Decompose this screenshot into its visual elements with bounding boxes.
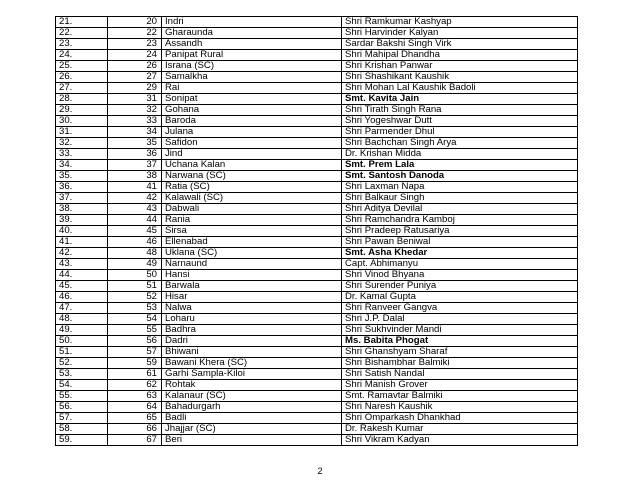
candidate-name-cell: Shri Bishambhar Balmiki [342,358,578,369]
constituency-number-cell: 59 [108,358,162,369]
serial-number-cell: 58. [56,424,108,435]
table-row [56,127,578,138]
table-row [56,292,578,303]
page-number: 2 [317,466,323,476]
constituency-number-cell: 50 [108,270,162,281]
candidate-name-cell: Shri Omparkash Dhankhad [342,413,578,424]
candidate-name-cell: Shri Vikram Kadyan [342,435,578,446]
constituency-name-cell: Badli [162,413,342,424]
constituency-name-cell: Kalawali (SC) [162,193,342,204]
constituency-number-cell: 27 [108,72,162,83]
constituency-name-cell: Gohana [162,105,342,116]
candidate-name-cell: Shri Ranveer Gangva [342,303,578,314]
serial-number-cell: 57. [56,413,108,424]
constituency-number-cell: 41 [108,182,162,193]
constituency-name-cell: Bhiwani [162,347,342,358]
serial-number-cell: 27. [56,83,108,94]
constituency-number-cell: 44 [108,215,162,226]
constituency-number-cell: 26 [108,61,162,72]
table-row [56,61,578,72]
serial-number-cell: 35. [56,171,108,182]
serial-number-cell: 23. [56,39,108,50]
candidate-name-cell: Shri Satish Nandal [342,369,578,380]
constituency-number-cell: 31 [108,94,162,105]
serial-number-cell: 48. [56,314,108,325]
candidate-name-cell: Shri Laxman Napa [342,182,578,193]
constituency-name-cell: Hansi [162,270,342,281]
serial-number-cell: 37. [56,193,108,204]
serial-number-cell: 34. [56,160,108,171]
constituency-number-cell: 56 [108,336,162,347]
constituency-name-cell: Israna (SC) [162,61,342,72]
candidate-name-cell: Shri Ghanshyam Sharaf [342,347,578,358]
constituency-number-cell: 65 [108,413,162,424]
table-row [56,325,578,336]
table-row [56,380,578,391]
constituency-name-cell: Ellenabad [162,237,342,248]
serial-number-cell: 39. [56,215,108,226]
table-row [56,171,578,182]
table-row [56,50,578,61]
constituency-number-cell: 32 [108,105,162,116]
constituency-name-cell: Jind [162,149,342,160]
candidate-name-cell: Shri Yogeshwar Dutt [342,116,578,127]
candidate-name-cell: Shri Pawan Beniwal [342,237,578,248]
constituency-number-cell: 45 [108,226,162,237]
constituency-number-cell: 43 [108,204,162,215]
constituency-name-cell: Dadri [162,336,342,347]
serial-number-cell: 33. [56,149,108,160]
constituency-name-cell: Samalkha [162,72,342,83]
constituency-number-cell: 62 [108,380,162,391]
constituency-number-cell: 48 [108,248,162,259]
constituency-name-cell: Loharu [162,314,342,325]
constituency-number-cell: 61 [108,369,162,380]
constituency-name-cell: Hisar [162,292,342,303]
table-row [56,105,578,116]
table-row [56,391,578,402]
constituency-name-cell: Uchana Kalan [162,160,342,171]
constituency-name-cell: Safidon [162,138,342,149]
constituency-name-cell: Beri [162,435,342,446]
constituency-number-cell: 66 [108,424,162,435]
table-row [56,424,578,435]
table-row [56,72,578,83]
serial-number-cell: 21. [56,17,108,28]
constituency-number-cell: 22 [108,28,162,39]
candidate-name-cell: Ms. Babita Phogat [342,336,578,347]
constituency-number-cell: 54 [108,314,162,325]
candidate-name-cell: Shri Vinod Bhyana [342,270,578,281]
table-row [56,369,578,380]
constituency-name-cell: Narwana (SC) [162,171,342,182]
constituency-number-cell: 37 [108,160,162,171]
table-row [56,182,578,193]
serial-number-cell: 26. [56,72,108,83]
constituency-number-cell: 36 [108,149,162,160]
table-row [56,149,578,160]
candidate-table-body [56,17,578,446]
serial-number-cell: 22. [56,28,108,39]
candidate-name-cell: Capt. Abhimanyu [342,259,578,270]
constituency-name-cell: Bahadurgarh [162,402,342,413]
serial-number-cell: 42. [56,248,108,259]
candidate-name-cell: Smt. Prem Lala [342,160,578,171]
serial-number-cell: 51. [56,347,108,358]
serial-number-cell: 52. [56,358,108,369]
serial-number-cell: 24. [56,50,108,61]
constituency-number-cell: 35 [108,138,162,149]
candidate-name-cell: Smt. Asha Khedar [342,248,578,259]
constituency-number-cell: 23 [108,39,162,50]
candidate-name-cell: Shri Ramchandra Kamboj [342,215,578,226]
candidate-name-cell: Dr. Krishan Midda [342,149,578,160]
serial-number-cell: 50. [56,336,108,347]
serial-number-cell: 43. [56,259,108,270]
table-row [56,281,578,292]
constituency-number-cell: 42 [108,193,162,204]
constituency-name-cell: Sirsa [162,226,342,237]
constituency-number-cell: 29 [108,83,162,94]
constituency-name-cell: Barwala [162,281,342,292]
constituency-number-cell: 46 [108,237,162,248]
constituency-name-cell: Baroda [162,116,342,127]
table-row [56,28,578,39]
candidate-name-cell: Dr. Kamal Gupta [342,292,578,303]
table-row [56,83,578,94]
table-row [56,347,578,358]
serial-number-cell: 32. [56,138,108,149]
candidate-name-cell: Sardar Bakshi Singh Virk [342,39,578,50]
serial-number-cell: 49. [56,325,108,336]
candidate-table [55,16,578,446]
serial-number-cell: 47. [56,303,108,314]
serial-number-cell: 46. [56,292,108,303]
constituency-name-cell: Jhajjar (SC) [162,424,342,435]
table-row [56,39,578,50]
candidate-name-cell: Shri Mahipal Dhandha [342,50,578,61]
constituency-name-cell: Sonipat [162,94,342,105]
table-row [56,17,578,28]
serial-number-cell: 25. [56,61,108,72]
serial-number-cell: 40. [56,226,108,237]
table-row [56,259,578,270]
serial-number-cell: 53. [56,369,108,380]
serial-number-cell: 54. [56,380,108,391]
candidate-name-cell: Shri Tirath Singh Rana [342,105,578,116]
constituency-name-cell: Dabwali [162,204,342,215]
constituency-name-cell: Indri [162,17,342,28]
table-row [56,226,578,237]
constituency-number-cell: 67 [108,435,162,446]
constituency-number-cell: 52 [108,292,162,303]
constituency-number-cell: 38 [108,171,162,182]
candidate-name-cell: Shri Harvinder Kalyan [342,28,578,39]
constituency-name-cell: Gharaunda [162,28,342,39]
serial-number-cell: 29. [56,105,108,116]
candidate-name-cell: Shri Sukhvinder Mandi [342,325,578,336]
constituency-name-cell: Badhra [162,325,342,336]
serial-number-cell: 45. [56,281,108,292]
constituency-number-cell: 53 [108,303,162,314]
table-row [56,138,578,149]
constituency-name-cell: Kalanaur (SC) [162,391,342,402]
constituency-name-cell: Bawani Khera (SC) [162,358,342,369]
candidate-name-cell: Smt. Kavita Jain [342,94,578,105]
constituency-number-cell: 34 [108,127,162,138]
table-row [56,270,578,281]
constituency-number-cell: 33 [108,116,162,127]
constituency-number-cell: 51 [108,281,162,292]
table-row [56,215,578,226]
table-row [56,358,578,369]
table-row [56,336,578,347]
constituency-name-cell: Rai [162,83,342,94]
table-row [56,435,578,446]
table-row [56,402,578,413]
candidate-name-cell: Smt. Ramavtar Balmiki [342,391,578,402]
candidate-name-cell: Shri Manish Grover [342,380,578,391]
constituency-name-cell: Julana [162,127,342,138]
serial-number-cell: 56. [56,402,108,413]
candidate-name-cell: Shri Balkaur Singh [342,193,578,204]
table-row [56,204,578,215]
constituency-name-cell: Narnaund [162,259,342,270]
constituency-number-cell: 24 [108,50,162,61]
candidate-name-cell: Shri Parmender Dhul [342,127,578,138]
serial-number-cell: 36. [56,182,108,193]
candidate-name-cell: Shri Krishan Panwar [342,61,578,72]
serial-number-cell: 31. [56,127,108,138]
table-row [56,303,578,314]
constituency-name-cell: Assandh [162,39,342,50]
serial-number-cell: 55. [56,391,108,402]
candidate-name-cell: Shri Ramkumar Kashyap [342,17,578,28]
table-row [56,116,578,127]
table-row [56,193,578,204]
constituency-number-cell: 57 [108,347,162,358]
candidate-name-cell: Shri Pradeep Ratusariya [342,226,578,237]
table-row [56,237,578,248]
constituency-name-cell: Rania [162,215,342,226]
serial-number-cell: 28. [56,94,108,105]
serial-number-cell: 59. [56,435,108,446]
candidate-name-cell: Shri J.P. Dalal [342,314,578,325]
candidate-name-cell: Shri Shashikant Kaushik [342,72,578,83]
constituency-name-cell: Rohtak [162,380,342,391]
table-row [56,160,578,171]
constituency-name-cell: Nalwa [162,303,342,314]
candidate-name-cell: Shri Aditya Devilal [342,204,578,215]
constituency-number-cell: 20 [108,17,162,28]
constituency-number-cell: 55 [108,325,162,336]
constituency-number-cell: 63 [108,391,162,402]
candidate-name-cell: Shri Bachchan Singh Arya [342,138,578,149]
constituency-number-cell: 64 [108,402,162,413]
table-row [56,248,578,259]
table-row [56,94,578,105]
table-row [56,314,578,325]
candidate-name-cell: Shri Surender Puniya [342,281,578,292]
constituency-name-cell: Uklana (SC) [162,248,342,259]
candidate-name-cell: Shri Naresh Kaushik [342,402,578,413]
constituency-name-cell: Panipat Rural [162,50,342,61]
candidate-name-cell: Shri Mohan Lal Kaushik Badoli [342,83,578,94]
constituency-name-cell: Ratia (SC) [162,182,342,193]
candidate-name-cell: Smt. Santosh Danoda [342,171,578,182]
serial-number-cell: 44. [56,270,108,281]
table-row [56,413,578,424]
constituency-number-cell: 49 [108,259,162,270]
candidate-name-cell: Dr. Rakesh Kumar [342,424,578,435]
constituency-name-cell: Garhi Sampla-Kiloi [162,369,342,380]
serial-number-cell: 30. [56,116,108,127]
serial-number-cell: 38. [56,204,108,215]
serial-number-cell: 41. [56,237,108,248]
